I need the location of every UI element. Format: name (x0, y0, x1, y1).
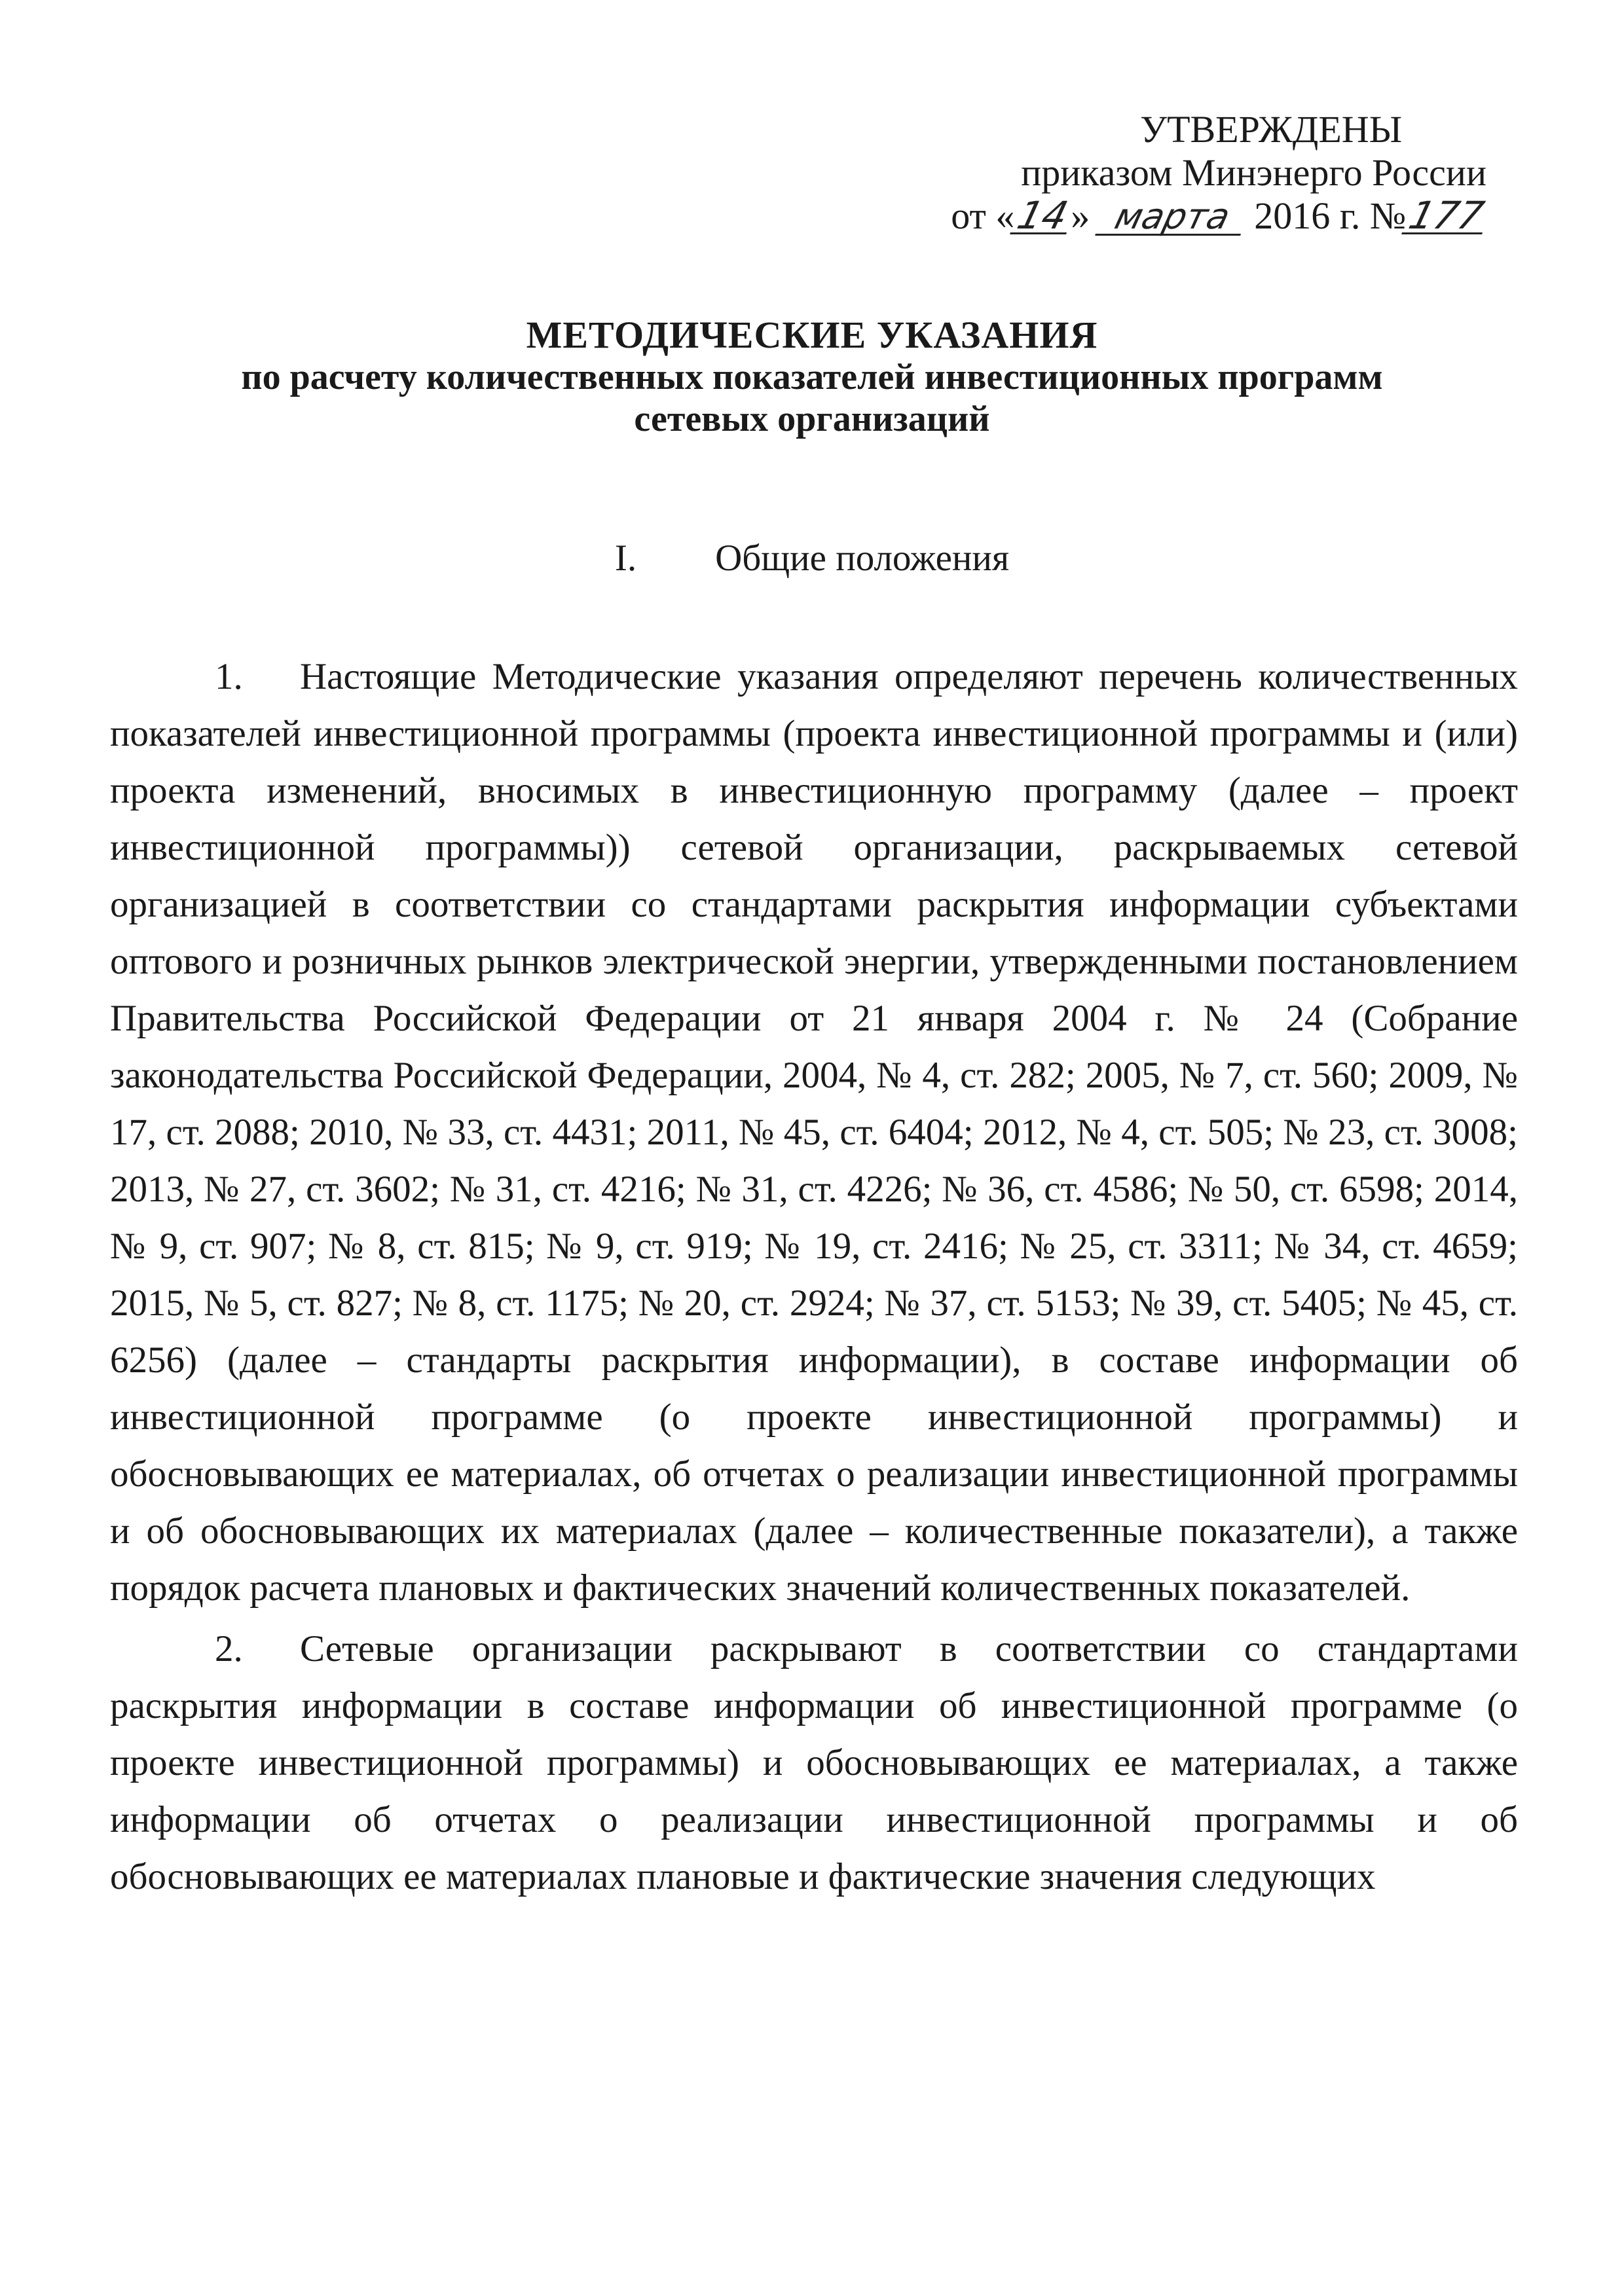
section-number: I. (614, 538, 637, 579)
approval-day: 14 (1010, 198, 1076, 234)
approval-month: марта (1095, 200, 1249, 236)
document-subtitle-line2: сетевых организаций (634, 399, 990, 439)
section-title: Общие положения (715, 538, 1010, 579)
approval-title: УТВЕРЖДЕНЫ (1140, 108, 1403, 151)
document-body (110, 648, 1518, 1905)
paragraph-number: 1. (215, 656, 243, 697)
paragraph-text: Сетевые организации раскрывают в соответствии со стандартами раскрытия информации в составе информации об инвестиционной программе (о проекте инвестиционной программы) и обосновывающих ее материалах, а также информации об отчетах о реализации инвестиционной программы и об обосновывающих ее материалах плановые и фактические значения следующих (110, 1628, 1518, 1897)
approval-date-prefix: от « (951, 194, 1015, 237)
paragraph-2 (110, 1620, 1518, 1905)
document-title: МЕТОДИЧЕСКИЕ УКАЗАНИЯ (526, 314, 1098, 356)
approval-order: приказом Минэнерго России (1021, 151, 1486, 194)
approval-year: 2016 г. № (1254, 194, 1407, 237)
section-heading (0, 537, 1624, 580)
document-heading (105, 314, 1519, 440)
paragraph-text: Настоящие Методические указания определяют перечень количественных показателей инвестиционной программы (проекта инвестиционной программы и (или) проекта изменений, вносимых в инвестиционную программу (далее – проект инвестиционной программы)) сетевой организации, раскрываемых сетевой организацией в соответствии со стандартами раскрытия информации субъектами оптового и розничных рынков электрической энергии, утвержденными постановлением Правительства Российской Федерации от 21 января 2004 г. № 24 (Собрание законодательства Российской Федерации, 2004, № 4, ст. 282; 2005, № 7, ст. 560; 2009, № 17, ст. 2088; 2010, № 33, ст. 4431; 2011, № 45, ст. 6404; 2012, № 4, ст. 505; № 23, ст. 3008; 2013, № 27, ст. 3602; № 31, ст. 4216; № 31, ст. 4226; № 36, ст. 4586; № 50, ст. 6598; 2014, № 9, ст. 907; № 8, ст. 815; № 9, ст. 919; № 19, ст. 2416; № 25, ст. 3311; № 34, ст. 4659; 2015, № 5, ст. 827; № 8, ст. 1175; № 20, ст. 2924; № 37, ст. 5153; № 39, ст. 5405; № 45, ст. 6256) (далее – стандарты раскрытия информации), в составе информации об инвестиционной программе (о проекте инвестиционной программы) и обосновывающих ее материалах, об отчетах о реализации инвестиционной программы и об обосновывающих их материалах (далее – количественные показатели), а также порядок расчета плановых и фактических значений количественных показателей. (110, 656, 1518, 1609)
approval-date-mid: » (1071, 194, 1090, 237)
paragraph-1 (110, 648, 1518, 1616)
approval-block (951, 108, 1486, 238)
approval-number: 177 (1401, 198, 1490, 234)
approval-date-line (951, 194, 1486, 238)
document-subtitle-line1: по расчету количественных показателей инвестиционных программ (241, 357, 1383, 397)
paragraph-number: 2. (215, 1628, 243, 1669)
